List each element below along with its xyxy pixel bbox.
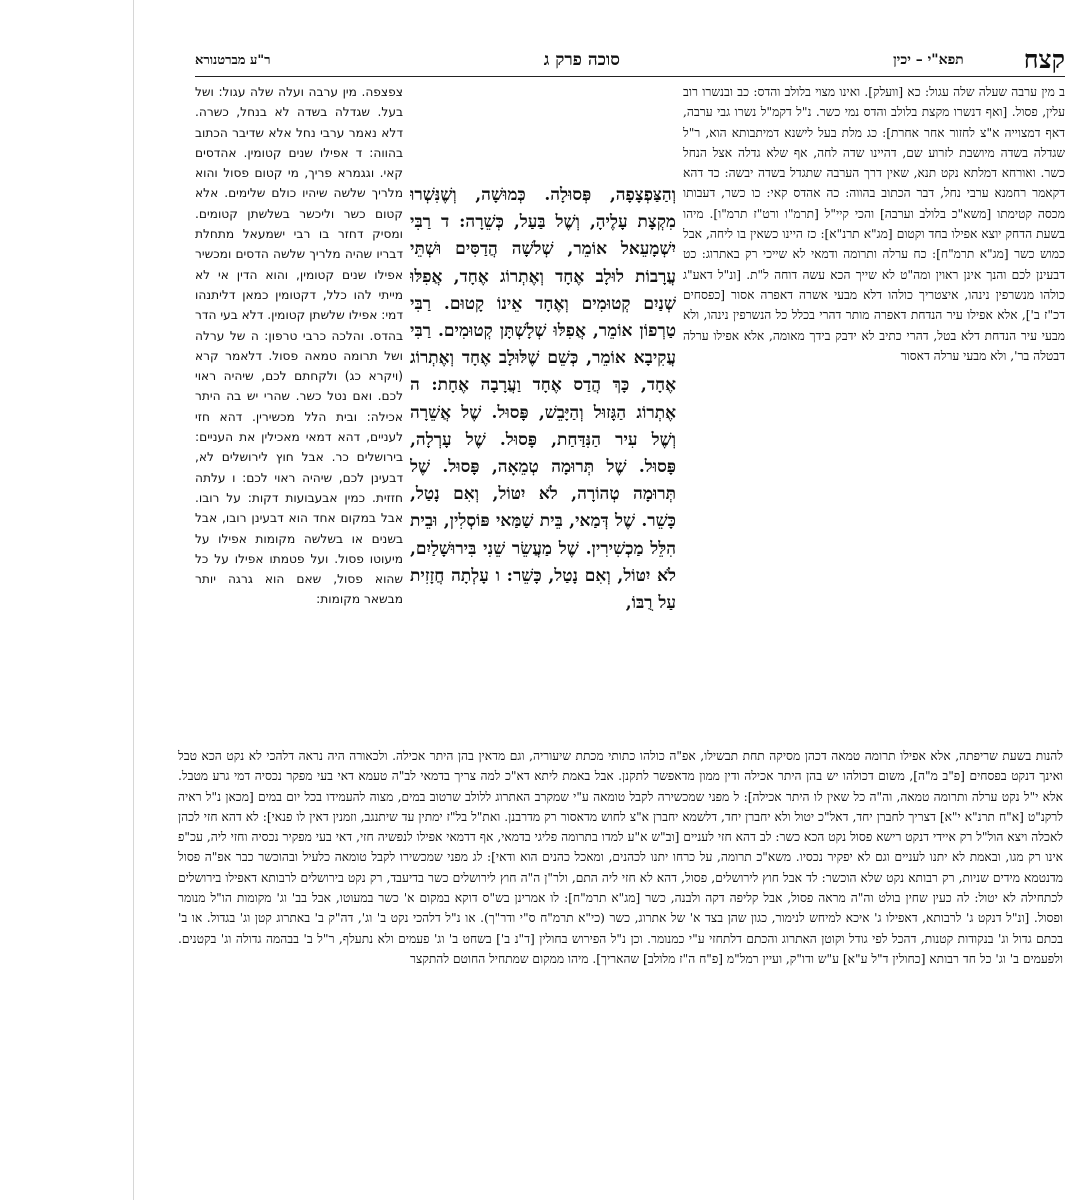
mishnah-column-spacer: [410, 82, 676, 182]
tiferet-commentary-column: ב מין ערבה שעלה שלה עגול: כא [וועלק]. ואינו מצוי בלולב והדס: כב ובנשרו רוב עלין, פסול. [ואף דנשרו מקצת בלולב והדס נמי כשר. נ"ל דקמ"ל נשרו גבי ערבה, דאף דמצוייה א"צ לחזור אחר אחרת]: כג מלת בעל לישנא דמיתבותא הוא, ר"ל שגדלה בשדה מיושבת לזרוע שם, דהיינו שדה לחה, אף שלא גדלה אצל הנחל כשר. ואורחא דמלתא נקט תנא, שאין דרך הערבה שתגדל בשדה יבשה: כד דהא דקאמר רחמנא ערבי נחל, דבר הכתוב בהווה: כה אהדס קאי: כו כשר, דעבותו מכסה קטימתו [משא"כ בלולב וערבה] והכי קיי"ל [תרמ"ו ורט"ז תרמ"ו]. מיהו בשעת הדחק יוצא אפילו בחד וקטום [מג"א תרנ"א]: כז היינו כשאין בו ליחה, אבל כמוש כשר [מג"א תרמ"ח]: כח ערלה ותרומה ודמאי לא שייכי רק באתרוג: כט דבעינן לכם והנך אינן ראוין ומה"ט לא שייך הכא עשה דוחה ל"ת. [ונ"ל דאע"ג כולהו מנשרפין נינהו, איצטריך כולהו דלא מבעי אשרה דאפרה אסור [כפסחים דכ"ז ב'], אלא אפילו עיר הנדחת דאפרה מותר דהרי בכלל כל הנשרפין נינהו, ולא מבעי עיר הנדחת דלא בטל, דהרי כתיב לא ידבק בידך מאומה, אלא אפילו ערלה דבטלה בר', ולא מבעי ערלה דאסור: [683, 85, 1065, 363]
commentary-continuation-block: להנות בשעת שריפתה, אלא אפילו תרומה טמאה דכהן מסיקה תחת תבשילו, אפ"ה כולהו כתותי מכתת שיעוריה, וגם מדאין בהן היתר אכילה. ולכאורה היה נראה דלהכי לא נקט הכא טבל ואינך דנקט בפסחים [פ"ב מ"ה], משום דכולהו יש בהן היתר אכילה ודין ממון מדאפשר לתקנן. אבל באמת ליתא דא"כ למה צריך בדמאי לב"ה טעמא דאי בעי מפקר נכסיה דמי גרע מטבל. אלא י"ל נקט ערלה ותרומה טמאה, וה"ה כל שאין לו היתר אכילה]: ל מפני שמכשירה לקבל טומאה ע"י שמקרב האתרוג ללולב שרטוב במים, מצוה להעמידו בכל יום במים [מכאן נ"ל ראיה לרקנ"ט [א"ח תרנ"א י"א] דצריך לחברן יחד, דאל"כ יטול ולא יחברן יחד, דלשמא יחברן א"צ לחוש מדאסור רק מדרבנן. ואת"ל בל"ז ימתין עד שיתנגב, וזמנין דאין לו פנאי]: לא דהא חזי לכהן לאכלה ויצא הול"ל רק איידי דנקט רישא פסול נקט הכא כשר: לב דהא חזי לעניים [וב"ש א"ע למדו בתרומה פליגי בדמאי, אף דדמאי אפילו לנפשיה חזי, דאי בעי מפקיר נכסיה וחזי ליה, עכ"פ אינו רק מגו, ובאמת לא יתנו לעניים וגם לא יפקיר נכסיו. משא"כ תרומה, על כרחו יתנו לכהנים, ומאכל כהנים הוא ודאי]: לג מפני שמכשירו לקבל טומאה כלעיל ובהוכשר כבר אפ"ה פסול מדנטמא מידים שניות, רק רבותא נקט שלא הוכשר: לד אבל חוץ לירושלים, פסול, דהא לא חזי ליה התם, ולר"ן ה"ה חוץ לירושלים כשר בדיעבד, רק נקט בירושלים לרבותא דאפילו בירושלים לכתחילה לא יטול: לה כעין שחין בולט וה"ה מראה פסול, אבל קליפה דקה ולבנה, כשר [מג"א תרמ"ח]: לו אמרינן בש"ס דוקא במקום א' כשר במעוטו, אבל בב' וג' מקומות הו"ל מנומר ופסול. [ונ"ל דנקט ג' לרבותא, דאפילו ג' איכא למיחש לנימור, כגון שהן בצד א' של אתרוג, כשר (כי"א תרמ"ח ס"י ודר"ך). או נ"ל דלהכי נקט ב' וג', דה"ק ב' באתרוג קטן וג' בגדול. או ב' בכתם גדול וג' בנקודות קטנות, דהכל לפי גודל וקוטן האתרוג והכתם דלתחזי ע"י כמנומר. וכן נ"ל הפירוש בחולין [ד"נ ב'] בשחט ב' וג' פעמים ולא נתעלף, ר"ל ב' בבהמה גדולה וג' בקטנים. ולפעמים ב' וג' כל חד רבותא [כחולין ד"ל ע"א] ע"ש ודו"ק, ועיין רמל"מ [פ"ח ה"ז מלולב] שהאריך]. מיהו ממקום שמתחיל החוטם להתקצר: [178, 749, 1063, 966]
commentary-title: ר"ע מברטנורא: [194, 53, 271, 68]
section-range: תפא"י – יכין: [893, 51, 964, 68]
page-header: [195, 44, 1065, 77]
bartenura-commentary-column: צפצפה. מין ערבה ועלה שלה עגול: ושל בעל. שגדלה בשדה לא בנחל, כשרה. דלא נאמר ערבי נחל אלא שדיבר הכתוב בהווה: ד אפילו שנים קטומין. אהדסים קאי. וגגמרא פריך, מי קטום פסול והוא מלריך שלשה שיהיו כולם שלימים. אלא קטום כשר וליכשר בשלשתן קטומים. ומסיק דחזר בו רבי ישמעאל מתחלת דבריו שהיה מלריך שלשה הדסים ומכשיר אפילו שנים קטומין, והוא הדין אי לא מייתי להו כלל, דקטומין כמאן דליתנהו דמי: אפילו שלשתן קטומין. דלא בעי הדר בהדס. והלכה כרבי טרפון: ה של ערלה ושל תרומה טמאה פסול. דלאמר קרא (ויקרא כג) ולקחתם לכם, שיהיה ראוי לכם. ואם נטל כשר. שהרי יש בה היתר אכילה: ובית הלל מכשירין. דהא חזי לעניים, דהא דמאי מאכילין את העניים: בירושלים כר. אבל חוץ לירושלים לא, דבעינן לכם, שיהיה ראוי לכם: ו עלתה חזזית. כמין אבעבועות דקות: על רובו. אבל במקום אחד הוא דבעינן רובו, אבל בשנים או בשלשה מקומות אפילו על מיעוטו פסול. ועל פטמתו אפילו על כל שהוא פסול, שאם הוא גרגה יותר מבשאר מקומות:: [195, 85, 403, 607]
page-number: קצח: [1023, 45, 1065, 74]
page-margin-line: [133, 0, 134, 1200]
chapter-title: סוכה פרק ג: [543, 50, 620, 70]
mishnah-text-column: וְהַצַּפְצָפָה, פְּסוּלָה. כְּמוּשָׁה, וְשֶׁנִּשְׁרוּ מִקְצָת עָלֶיהָ, וְשֶׁל בַּעַל, כְּשֵׁרָה: ד רַבִּי יִשְׁמָעֵאל אוֹמֵר, שְׁלשָׁה הֲדַסִּים וּשְׁתֵּי עֲרָבוֹת לוּלָב אֶחָד וְאֶתְרוֹג אֶחָד, אֲפִלּוּ שְׁנַיִם קְטוּמִים וְאֶחָד אֵינוֹ קָטוּם. רַבִּי טַרְפוֹן אוֹמֵר, אֲפִלּוּ שְׁלָשְׁתָּן קְטוּמִים. רַבִּי עֲקִיבָא אוֹמֵר, כְּשֵׁם שֶׁלּוּלָב אֶחָד וְאֶתְרוֹג אֶחָד, כָּךְ הֲדַס אֶחָד וַעֲרָבָה אֶחָת: ה אֶתְרוֹג הַגָּזוּל וְהַיָּבֵשׁ, פָּסוּל. שֶׁל אֲשֵׁרָה וְשֶׁל עִיר הַנִּדַּחַת, פָּסוּל. שֶׁל עָרְלָה, פָּסוּל. שֶׁל תְּרוּמָה טְמֵאָה, פָּסוּל. שֶׁל תְּרוּמָה טְהוֹרָה, לֹא יִטּוֹל, וְאִם נָטַל, כָּשֵׁר. שֶׁל דְּמַאי, בֵּית שַׁמַּאי פּוֹסְלִין, וּבֵית הִלֵּל מַכְשִׁירִין. שֶׁל מַעֲשֵׂר שֵׁנִי בִּירוּשָׁלַיִם, לֹא יִטּוֹל, וְאִם נָטַל, כָּשֵׁר: ו עָלְתָה חֲזָזִית עַל רֻבּוֹ,: [410, 185, 676, 614]
